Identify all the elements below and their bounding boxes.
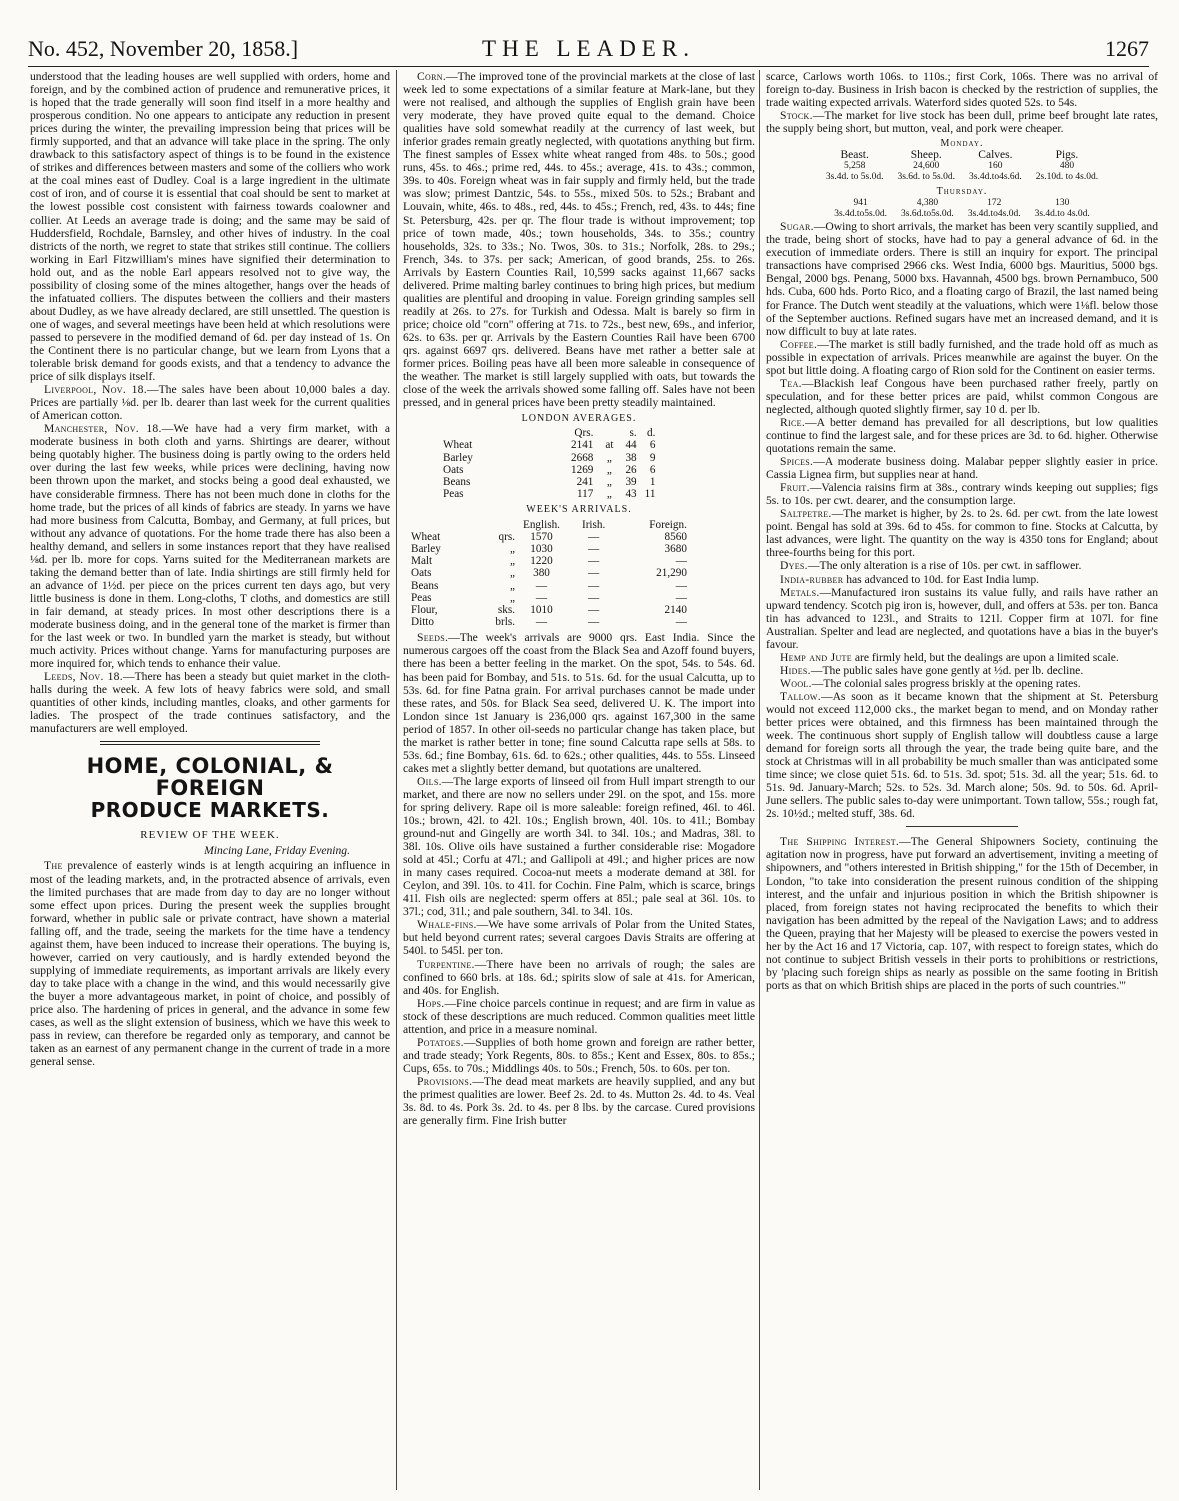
paragraph-lead: Liverpool, Nov. 18. bbox=[44, 383, 147, 397]
table-header-row: Beast. Sheep. Calves. Pigs. bbox=[840, 149, 1079, 162]
market-oils: Oils.—The large exports of linseed oil from Hull impart strength to our market, and there are now no sellers under 29l. on the spot, and 15s. more for spring delivery. Rape oil is more saleable: foreign refined, 46l. to 46l. 10s.; brown, 42l. to 42l. 10s.; English brown, 40l. 10s. to 41l.; Bombay ground-nut and Gingelly are worth 34l. to 34l. 10s.; and Madras, 38l. to 38l. 10s. Olive oils have sustained a further considerable rise: Mogadore sold at 45l.; Corfu at 47l.; and Gallipoli at 49l.; and higher prices are now in many cases required. Cocoa-nut meets a moderate demand at 38l. for Ceylon, and 39l. 10s. to 41l. for Cochin. Fine Palm, which is scarce, brings 41l. Fish oils are neglected: sperm offers at 85l.; pale seal at 36l. 10s. to 37l.; cod, 31l.; and pale southern, 34l. to 34l. 10s. bbox=[403, 774, 755, 919]
market-fruit: Fruit.—Valencia raisins firm at 38s., contrary winds keeping out supplies; figs 5s. to 10s. per cwt. dearer, and the consumption large. bbox=[766, 481, 1158, 508]
table-row: Beans 241 „ 39 1 bbox=[443, 476, 656, 489]
market-wool: Wool.—The colonial sales progress briskly at the opening rates. bbox=[780, 676, 1081, 690]
london-averages-table bbox=[439, 427, 659, 500]
cattle-market-table bbox=[766, 138, 1158, 220]
weeks-arrivals-table bbox=[407, 519, 691, 629]
paragraph-lead: Dyes. bbox=[780, 559, 808, 573]
table-row: 941 4,380 172 130 bbox=[853, 198, 1070, 209]
table-header-row: Qrs. s. d. bbox=[574, 427, 656, 440]
table-row: Peas 117 „ 43 11 bbox=[443, 488, 656, 501]
market-seeds: Seeds.—The week's arrivals are 9000 qrs. East India. Since the numerous cargoes off the coast from the Black Sea and Azoff found buyers, there has been a better feeling in the market. On the spot, 54s. to 54s. 6d. has been paid for Bombay, and 51s. to 51s. 6d. for the usual Calcutta, up to 53s. 6d. for fine Patna grain. For arrival purchases cannot be made under these rates, and 50s. for Black Sea seed, delivered U. K. The import into London since 1st January is 236,000 qrs. against 167,300 in the same period of 1857. In other oil-seeds no particular change has taken place, but the market is rather better in tone; fine sound Calcutta rape sells at 58s. to 53s. 6d.; fine Bombay, 61s. 6d. to 62s.; other qualities, 44s. to 55s. Linseed cakes met a slightly better demand, but quotations are unaltered. bbox=[403, 631, 755, 775]
market-whale-fins: Whale-fins.—We have some arrivals of Polar from the United States, but held beyond current rates; several cargoes Davis Straits are offering at 540l. to 545l. per ton. bbox=[403, 918, 755, 958]
paragraph-lead: Stock. bbox=[780, 109, 813, 123]
section-divider bbox=[906, 826, 1018, 827]
weeks-arrivals-heading: WEEK'S ARRIVALS. bbox=[526, 504, 632, 516]
column-2 bbox=[396, 70, 755, 1490]
paragraph-lead: Tallow. bbox=[780, 689, 821, 703]
paragraph-lead: Provisions. bbox=[417, 1074, 473, 1088]
paragraph-lead: Seeds. bbox=[417, 631, 449, 645]
paragraph-lead: Tea. bbox=[780, 376, 802, 390]
paragraph-lead: Sugar. bbox=[780, 220, 814, 234]
paragraph-lead: Whale-fins. bbox=[417, 918, 477, 932]
table-row: Wheat 2141 at 44 6 bbox=[443, 439, 656, 452]
paragraph-lead: Potatoes. bbox=[417, 1035, 464, 1049]
thursday-heading: Thursday. bbox=[936, 186, 988, 198]
paragraph-lead: Metals. bbox=[780, 585, 820, 599]
dateline: Mincing Lane, Friday Evening. bbox=[204, 844, 350, 858]
market-hops: Hops.—Fine choice parcels continue in request; and are firm in value as stock of these descriptions are much reduced. Common qualities meet little attention, and price in a measure nominal. bbox=[403, 996, 755, 1036]
paragraph-lead: Rice. bbox=[780, 415, 806, 429]
paragraph-lead: Hides. bbox=[780, 663, 811, 677]
section-headline: HOME, COLONIAL, & FOREIGN PRODUCE MARKETS. bbox=[86, 754, 334, 823]
article-paragraph: Manchester, Nov. 18.—We have had a very firm market, with a moderate business in both cloth and yarns. Shirtings are dearer, without being quotably higher. The business doing is partly owing to the orders held over during the last few weeks, while prices were declining, having now been thrown upon the market, and stocks being a good deal exhausted, we have considerable firmness. There has not been much done in cloths for the home trade, but the prices of all kinds of fabrics are steady. In yarns we have had more business from Calcutta, Bombay, and Germany, at full prices, but without any advance of quotations. For the home trade there has also been a healthy demand, and sellers in some instances report that they have realised ⅛d. per lb. more for cops. Yarns suited for the Mediterranean markets are taking the demand better than of late. India shirtings are still firmly held for an advance of 1½d. per piece on the prices current ten days ago, but very little business is done in them. Long-cloths, T cloths, and domestics are still in fair demand, at steady prices. In most other descriptions there is a moderate business doing, and in the general tone of the market is firmer than for the last week or two. In bundled yarn the market is steady, but without much activity. Prices without change. Yarns for manufacturing purposes are more inquired for, which tends to enhance their value. bbox=[30, 422, 390, 671]
market-coffee: Coffee.—The market is still badly furnished, and the trade hold off as much as possible in expectation of arrivals. Prices meanwhile are against the buyer. On the spot but little doing. A floating cargo of Rion sold for the Continent on easier terms. bbox=[766, 337, 1158, 377]
market-rice: Rice.—A better demand has prevailed for all descriptions, but low qualities continue to find the largest sale, and for these prices are 3d. to 6d. higher. Otherwise quotations remain the same. bbox=[766, 415, 1158, 456]
article-paragraph: Leeds, Nov. 18.—There has been a steady but quiet market in the cloth-halls during the week. A few lots of heavy fabrics were sold, and small quantities of other kinds, including mantles, cloaks, and other garments for ladies. The prospect of the trade continues satisfactory, and the manufacturers are well employed. bbox=[30, 670, 390, 736]
market-hides: Hides.—The public sales have gone gently at ½d. per lb. decline. bbox=[780, 663, 1084, 677]
table-row: Wheat qrs. 1570 — 8560 bbox=[411, 530, 687, 543]
table-row: Ditto brls. — — — bbox=[411, 616, 687, 629]
table-header-row: English. Irish. Foreign. bbox=[523, 518, 687, 531]
review-heading: REVIEW OF THE WEEK. bbox=[140, 829, 280, 842]
paragraph-lead: Hemp and Jute bbox=[780, 650, 852, 664]
paragraph-lead: The Shipping Interest. bbox=[780, 835, 900, 849]
paragraph-lead: Oils. bbox=[417, 774, 442, 788]
table-row: 3s.4d. to 5s.0d. 3s.6d. to 5s.0d. 3s.4d.to4s.6d. 2s.10d. to 4s.0d. bbox=[825, 172, 1099, 183]
market-potatoes: Potatoes.—Supplies of both home grown and foreign are rather better, and trade steady; York Regents, 80s. to 85s.; Kent and Essex, 80s. to 85s.; Cups, 65s. to 70s.; Middlings 40s. to 50s.; French, 50s. to 60s. per ton. bbox=[403, 1035, 755, 1075]
table-row: Barley „ 1030 — 3680 bbox=[411, 542, 687, 555]
market-saltpetre: Saltpetre.—The market is higher, by 2s. to 2s. 6d. per cwt. from the late lowest point. Bengal has sold at 39s. 6d to 45s. for common to fine. Stocks at Calcutta, by last advances, were light. The quantity on the way is 4350 tons for England; about three-fourths being for this port. bbox=[766, 507, 1158, 560]
issue-line: No. 452, November 20, 1858.] bbox=[28, 36, 299, 61]
shipping-interest-article: The Shipping Interest.—The General Shipowners Society, continuing the agitation now in progress, have put forward an advertisement, inviting a meeting of shipowners, and "others interested in British shipping," for the 15th of December, in London, "to take into consideration the present ruinous condition of the shipping interest, and the unfair and injurious position in which the British shipowner is placed, from foreign states not having reciprocated the benefits to which their navigation has been admitted by the repeal of the Navigation Laws; and to address the Queen, praying that her Majesty will be pleased to exercise the powers vested in her by the Act 16 and 17 Victoria, cap. 107, with respect to foreign states, which do not continue to subject British vessels in their ports to prohibitions or restrictions, by 'placing such foreign ships as nearly as possible on the same footing in British ports as that on which British ships are placed in the ports of such countries.'" bbox=[766, 835, 1158, 992]
market-tallow: Tallow.—As soon as it became known that the shipment at St. Petersburg would not exceed 112,000 cks., the market began to mend, and on Monday rather better prices were obtained, and this firmness has been maintained through the week. The continuous short supply of English tallow will doubtless cause a large demand for foreign sorts all through the year, the trade being quite bare, and the stock at Christmas will in all probability be much smaller than was anticipated some time since; we close quiet 51s. 6d. to 51s. 3d. spot; 51s. 3d. all the year; 51s. 6d. to 51s. 9d. January-March; 52s. to 52s. 3d. March alone; 50s. 9d. to 50s. 6d. April-June sellers. The public sales to-day were unimportant. Town tallow, 55s.; rough fat, 2s. 10½d.; melted stuff, 38s. 6d. bbox=[766, 689, 1158, 821]
paragraph-lead: Spices. bbox=[780, 455, 814, 469]
paragraph-lead: Manchester, Nov. 18. bbox=[44, 422, 162, 436]
page-number: 1267 bbox=[1105, 36, 1149, 61]
market-hemp-jute: Hemp and Jute are firmly held, but the dealings are upon a limited scale. bbox=[780, 650, 1119, 664]
market-provisions: Provisions.—The dead meat markets are heavily supplied, and any but the primest qualities are lower. Beef 2s. 2d. to 4s. Mutton 2s. 4d. to 4s. Veal 3s. 8d. to 4s. Pork 3s. 2d. to 4s. per 8 lbs. by the carcase. Cured provisions are generally firm. Fine Irish butter bbox=[403, 1074, 755, 1128]
column-3 bbox=[759, 70, 1158, 1490]
table-row: Beans „ — — — bbox=[411, 579, 687, 592]
section-divider bbox=[100, 741, 320, 745]
market-spices: Spices.—A moderate business doing. Malabar pepper slightly easier in price. Cassia Lignea firm, but supplies near at hand. bbox=[766, 455, 1158, 482]
monday-table bbox=[819, 150, 1105, 183]
masthead bbox=[28, 36, 1149, 67]
market-butter-continued: scarce, Carlows worth 106s. to 110s.; first Cork, 106s. There was no arrival of foreign to-day. Business in Irish bacon is checked by the restriction of supplies, the trade waiting expected arrivals. Waterford sides quoted 52s. to 54s. bbox=[766, 70, 1158, 110]
table-row: Flour, sks. 1010 — 2140 bbox=[411, 603, 687, 616]
market-india-rubber: India-rubber has advanced to 10d. for East India lump. bbox=[780, 572, 1040, 586]
market-metals: Metals.—Manufactured iron sustains its value fully, and rails have rather an upward tendency. Scotch pig iron is, however, dull, and offers at 53s. per ton. Banca tin has advanced to 123l., and Straits to 121l. Copper firm at 107l. for fine Australian. Spelter and lead are neglected, and quotations have a bias in the buyer's favour. bbox=[766, 585, 1158, 651]
paragraph-lead: Leeds, Nov. 18. bbox=[44, 670, 123, 684]
table-row: 5,258 24,600 160 480 bbox=[843, 161, 1075, 172]
table-row: 3s.4d.to5s.0d. 3s.6d.to5s.0d. 3s.4d.to4s.0d. 3s.4d.to 4s.0d. bbox=[834, 209, 1090, 220]
paragraph-lead: The bbox=[44, 859, 63, 873]
market-corn: Corn.—The improved tone of the provincial markets at the close of last week led to some expectations of a similar feature at Mark-lane, but they were not realised, and although the supplies of English grain have been very moderate, they have proved quite equal to the demand. Choice qualities have sold somewhat readily at the currency of last week, but inferior grades remain greatly neglected, with quotations anything but firm. The finest samples of Essex white wheat ranged from 48s. to 50s.; good runs, 45s. to 46s.; prime red, 44s. to 45s.; average, 41s. to 43s.; common, 39s. to 40s. Foreign wheat was in fair supply and firmly held, but the trade was slow; primest Dantzic, 54s. to 55s., mixed 50s. to 52s.; Brabant and Louvain, white, 46s. to 48s., red, 44s. to 45s.; French, red, 43s. to 44s; fine St. Petersburg, 42s. per qr. The flour trade is without improvement; top price of town made, 40s.; town households, 34s. to 35s.; country households, 32s. to 33s.; No. Twos, 30s. to 31s.; Norfolk, 28s. to 29s.; French, 34s. to 37s. per sack; American, of good brands, 25s. to 26s. Arrivals by Eastern Counties Rail, 10,599 sacks against 11,667 sacks delivered. Prime malting barley continues to bring high prices, but medium qualities are plentiful and drooping in value. Foreign grinding samples sell readily at 26s. to 27s. for Turkish and Odessa. Malt is barely so firm in price; choice old "corn" offering at 71s. to 72s., best new, 69s., and inferior, 62s. to 63s. per qr. Arrivals by the Eastern Counties Rail have been 6700 qrs. against 6697 qrs. delivered. Beans have met rather a better sale at former prices. Boiling peas have all been more saleable in consequence of the weather. The market is still largely supplied with oats, but towards the close of the week the arrivals showed some falling off. Sales have not been pressed, and in general prices have been pretty steadily maintained. bbox=[403, 70, 755, 410]
market-turpentine: Turpentine.—There have been no arrivals of rough; the sales are confined to 660 brls. at 18s. 6d.; spirits slow of sale at 41s. for American, and 40s. for English. bbox=[403, 957, 755, 997]
article-paragraph: understood that the leading houses are well supplied with orders, home and foreign, and by the combined action of prudence and remunerative prices, it is hoped that the trade generally will soon find itself in a more healthy and prosperous condition. No one appears to anticipate any reduction in present prices during the winter, the prevailing impression being that prices will be firmly supported, and that an advance will take place in the spring. The only drawback to this satisfactory aspect of things is to be found in the existence of strikes and differences between masters and some of the colliers who work at the coal mines east of Dudley. Coal is a large ingredient in the ultimate cost of iron, and of course it is essential that coal should be sent to market at the lowest possible cost consistent with fairness towards coalowner and collier. At Leeds an average trade is doing; and the same may be said of Huddersfield, Rochdale, Barnsley, and other hives of industry. In the coal districts of the north, we regret to state that strikes still continue. The colliers working in Earl Fitzwilliam's mines have signified their determination to hold out, and as the noble Earl appears resolved not to give way, the possibility of closing some of the mines altogether, hangs over the heads of the infatuated colliers. The disputes between the colliers and their masters about Dudley, as we have already declared, are still unsettled. The question is one of wages, and several meetings have been held at which resolutions were passed to persevere in the modified demand of 6d. per day instead of 1s. On the Continent there is no particular change, but we learn from Lyons that a tolerable brisk demand for goods exists, and that a tendency to advance the price of silk displays itself. bbox=[30, 70, 390, 384]
market-stock: Stock.—The market for live stock has been dull, prime beef brought late rates, the supply being short, but mutton, veal, and pork were cheaper. bbox=[766, 109, 1158, 136]
newspaper-title: THE LEADER. bbox=[482, 36, 695, 61]
paragraph-lead: Turpentine. bbox=[417, 957, 475, 971]
table-row: Oats „ 380 — 21,290 bbox=[411, 567, 687, 580]
thursday-table bbox=[827, 198, 1097, 220]
table-row: Malt „ 1220 — — bbox=[411, 555, 687, 568]
paragraph-lead: Wool. bbox=[780, 676, 812, 690]
table-row: Barley 2668 „ 38 9 bbox=[443, 451, 656, 464]
london-averages-heading: LONDON AVERAGES. bbox=[521, 413, 637, 425]
paragraph-lead: Hops. bbox=[417, 996, 445, 1010]
paragraph-lead: Corn. bbox=[417, 70, 447, 83]
paragraph-lead: Saltpetre. bbox=[780, 507, 832, 521]
column-1 bbox=[30, 70, 390, 1490]
table-row: Peas „ — — — bbox=[411, 591, 687, 604]
paragraph-lead: India-rubber bbox=[780, 572, 844, 586]
article-paragraph: Liverpool, Nov. 18.—The sales have been about 10,000 bales a day. Prices are partially ⅛d. per lb. dearer than last week for the current qualities of American cotton. bbox=[30, 383, 390, 423]
market-sugar: Sugar.—Owing to short arrivals, the market has been very scantily supplied, and the trade, being short of stocks, have had to pay a general advance of 6d. in the execution of immediate orders. There is still an inquiry for export. The principal transactions have comprised 2966 cks. West India, 6000 bgs. Mauritius, 5000 bgs. Bengal, 2000 bgs. Penang, 5000 bxs. Havannah, 4500 bgs. brown Pernambuco, 500 hds. Cuba, 600 hds. Porto Rico, and a floating cargo of Brazil, the last named being for France. The Dutch went steadily at the valuations, which were 1⅛fl. below those of the September auctions. Refined sugars have met an increased demand, and it is now difficult to buy at late rates. bbox=[766, 220, 1158, 338]
market-dyes: Dyes.—The only alteration is a rise of 10s. per cwt. in safflower. bbox=[780, 559, 1082, 573]
table-row: Oats 1269 „ 26 6 bbox=[443, 463, 656, 476]
market-tea: Tea.—Blackish leaf Congous have been purchased rather freely, partly on speculation, and for these better prices are paid, whilst common Congous are neglected, although quoted slightly firmer, say 10 d. per lb. bbox=[766, 376, 1158, 416]
article-paragraph: The prevalence of easterly winds is at length acquiring an influence in most of the leading markets, and, in the protracted absence of arrivals, even the limited purchases that are made from day to day are no longer without some effect upon prices. During the present week the supplies brought forward, whether in public sale or private contract, have shown a material falling off, and the trade, seeing the markets for the time have a tendency against them, have been induced to increase their operations. The buying is, however, carried on very cautiously, and is hardly extended beyond the supplying of immediate requirements, as important arrivals are likely every day to take place with a change in the wind, and this would necessarily give the buyer a more advantageous market, in point of choice, and possibly of price also. The hardening of prices in general, and the advance in some few cases, as well as the slight extension of business, which we have this week to pass in review, can therefore be regarded only as temporary, and cannot be taken as an earnest of any permanent change in the current of trade in a more general sense. bbox=[30, 859, 390, 1069]
paragraph-lead: Coffee. bbox=[780, 337, 818, 351]
paragraph-lead: Fruit. bbox=[780, 481, 810, 495]
monday-heading: Monday. bbox=[940, 138, 984, 150]
